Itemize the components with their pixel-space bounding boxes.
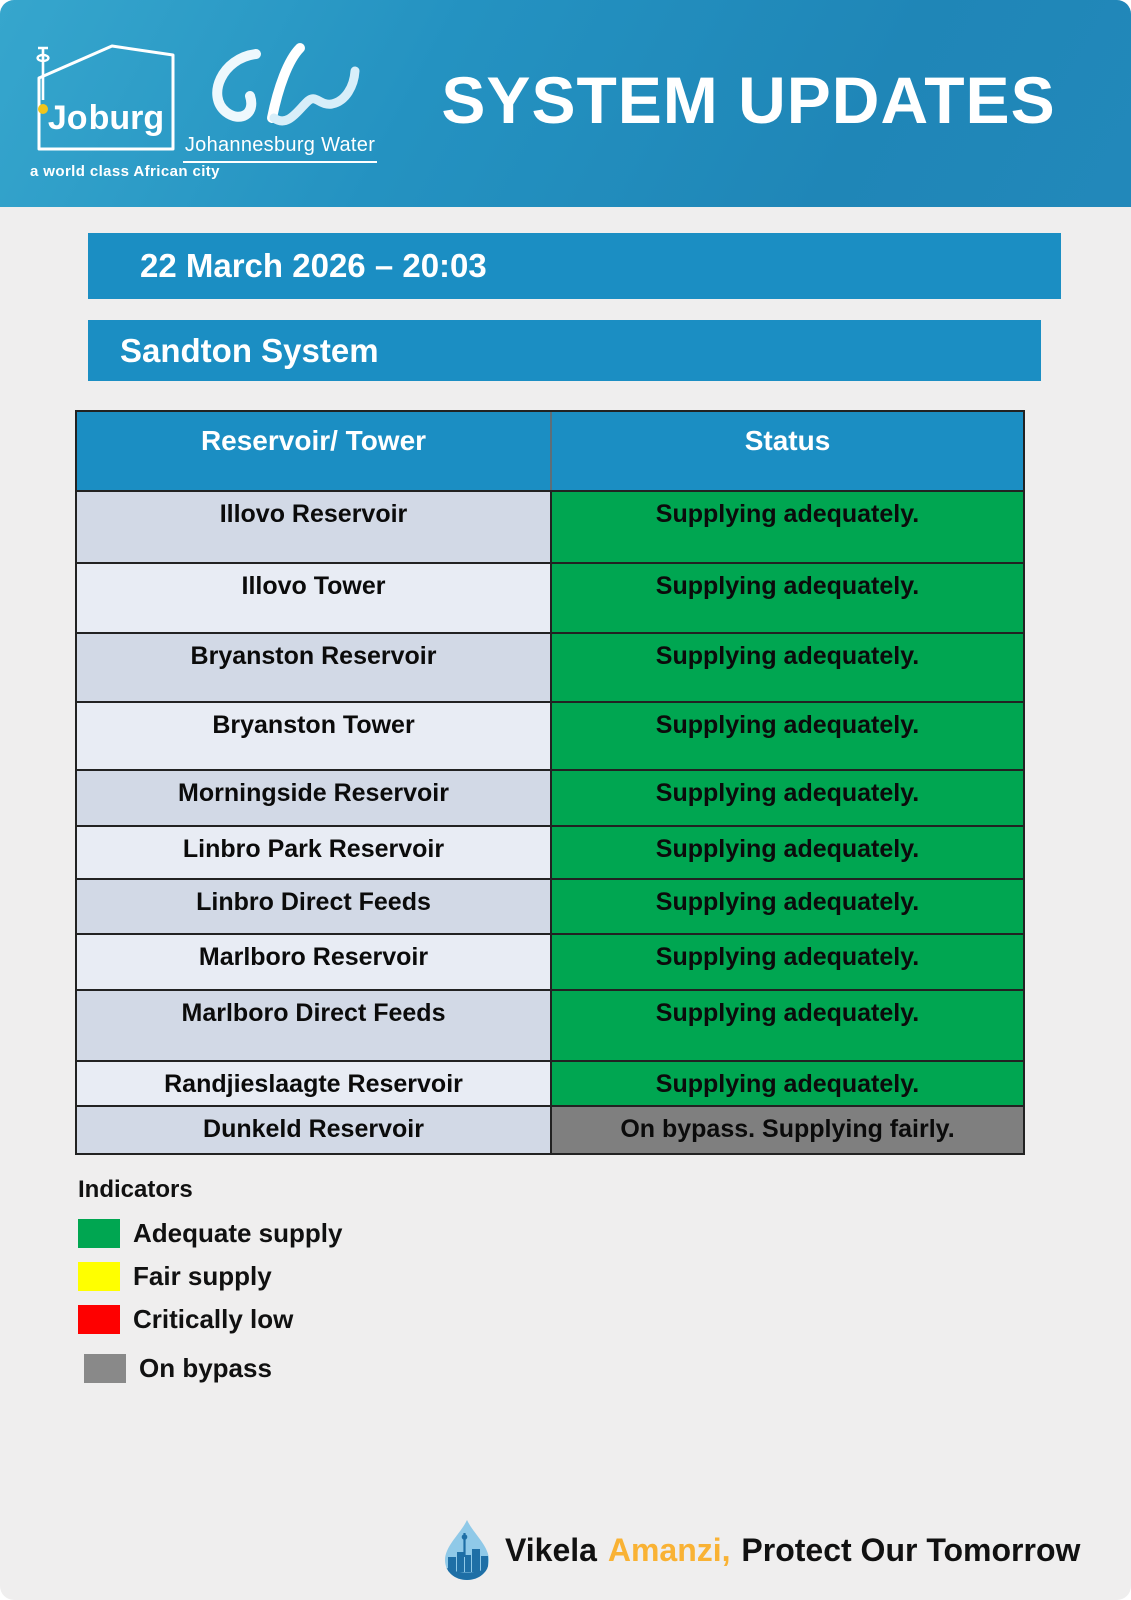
status-value: Supplying adequately. — [550, 771, 1023, 825]
datetime-banner: 22 March 2026 – 20:03 — [88, 233, 1061, 299]
legend-swatch — [78, 1262, 120, 1291]
reservoir-name: Illovo Reservoir — [77, 492, 550, 562]
table-header-row — [77, 412, 1023, 490]
status-value: Supplying adequately. — [550, 827, 1023, 878]
reservoir-name: Morningside Reservoir — [77, 771, 550, 825]
hillbrow-tower-icon — [36, 42, 50, 118]
status-value: On bypass. Supplying fairly. — [550, 1107, 1023, 1153]
slogan-highlight: Amanzi, — [607, 1531, 731, 1568]
table-row — [77, 562, 1023, 632]
table-row — [77, 701, 1023, 769]
water-wave-icon — [192, 38, 368, 134]
status-value: Supplying adequately. — [550, 991, 1023, 1060]
status-value: Supplying adequately. — [550, 564, 1023, 632]
header-banner — [0, 0, 1131, 207]
legend-item — [78, 1304, 342, 1335]
table-row — [77, 825, 1023, 878]
reservoir-name: Bryanston Reservoir — [77, 634, 550, 701]
table-row — [77, 1060, 1023, 1105]
table-row — [77, 878, 1023, 933]
reservoir-name: Illovo Tower — [77, 564, 550, 632]
table-row — [77, 632, 1023, 701]
legend — [78, 1176, 342, 1396]
legend-label: Adequate supply — [133, 1218, 343, 1248]
legend-items — [78, 1218, 342, 1384]
reservoir-name: Linbro Direct Feeds — [77, 880, 550, 933]
column-header-status: Status — [550, 412, 1023, 490]
joburg-logo-text: burg — [88, 99, 165, 137]
joburg-tagline: a world class African city — [30, 163, 220, 180]
table-row — [77, 769, 1023, 825]
legend-title: Indicators — [78, 1176, 193, 1203]
table-row — [77, 1105, 1023, 1153]
legend-swatch — [78, 1305, 120, 1334]
slogan-pre: Vikela — [505, 1531, 597, 1568]
table-row — [77, 490, 1023, 562]
slogan-post: Protect Our Tomorrow — [741, 1531, 1081, 1568]
slogan — [505, 1532, 1080, 1569]
legend-label: Fair supply — [133, 1261, 272, 1291]
water-drop-city-icon — [443, 1518, 491, 1582]
legend-swatch — [78, 1219, 120, 1248]
table-row — [77, 933, 1023, 989]
legend-item — [78, 1261, 342, 1292]
reservoir-name: Marlboro Direct Feeds — [77, 991, 550, 1060]
reservoir-name: Dunkeld Reservoir — [77, 1107, 550, 1153]
table-row — [77, 989, 1023, 1060]
status-value: Supplying adequately. — [550, 492, 1023, 562]
status-value: Supplying adequately. — [550, 703, 1023, 769]
table-body — [77, 490, 1023, 1153]
legend-item — [78, 1353, 342, 1384]
status-value: Supplying adequately. — [550, 1062, 1023, 1105]
status-value: Supplying adequately. — [550, 880, 1023, 933]
reservoir-name: Randjieslaagte Reservoir — [77, 1062, 550, 1105]
legend-swatch — [84, 1354, 126, 1383]
reservoir-name: Marlboro Reservoir — [77, 935, 550, 989]
system-name-banner: Sandton System — [88, 320, 1041, 381]
reservoir-name: Linbro Park Reservoir — [77, 827, 550, 878]
joburg-logo-text: Jo — [47, 99, 88, 137]
johannesburg-water-logo — [184, 38, 376, 170]
column-header-reservoir: Reservoir/ Tower — [200, 425, 427, 456]
page-title: SYSTEM UPDATES — [441, 63, 1056, 137]
johannesburg-water-label: Johannesburg Water — [183, 134, 377, 163]
status-value: Supplying adequately. — [550, 634, 1023, 701]
footer — [443, 1518, 1080, 1582]
legend-label: On bypass — [139, 1353, 272, 1383]
reservoir-status-table — [75, 410, 1025, 1155]
status-value: Supplying adequately. — [550, 935, 1023, 989]
joburg-logo — [36, 42, 176, 152]
reservoir-name: Bryanston Tower — [77, 703, 550, 769]
legend-label: Critically low — [133, 1304, 294, 1334]
legend-item — [78, 1218, 342, 1249]
